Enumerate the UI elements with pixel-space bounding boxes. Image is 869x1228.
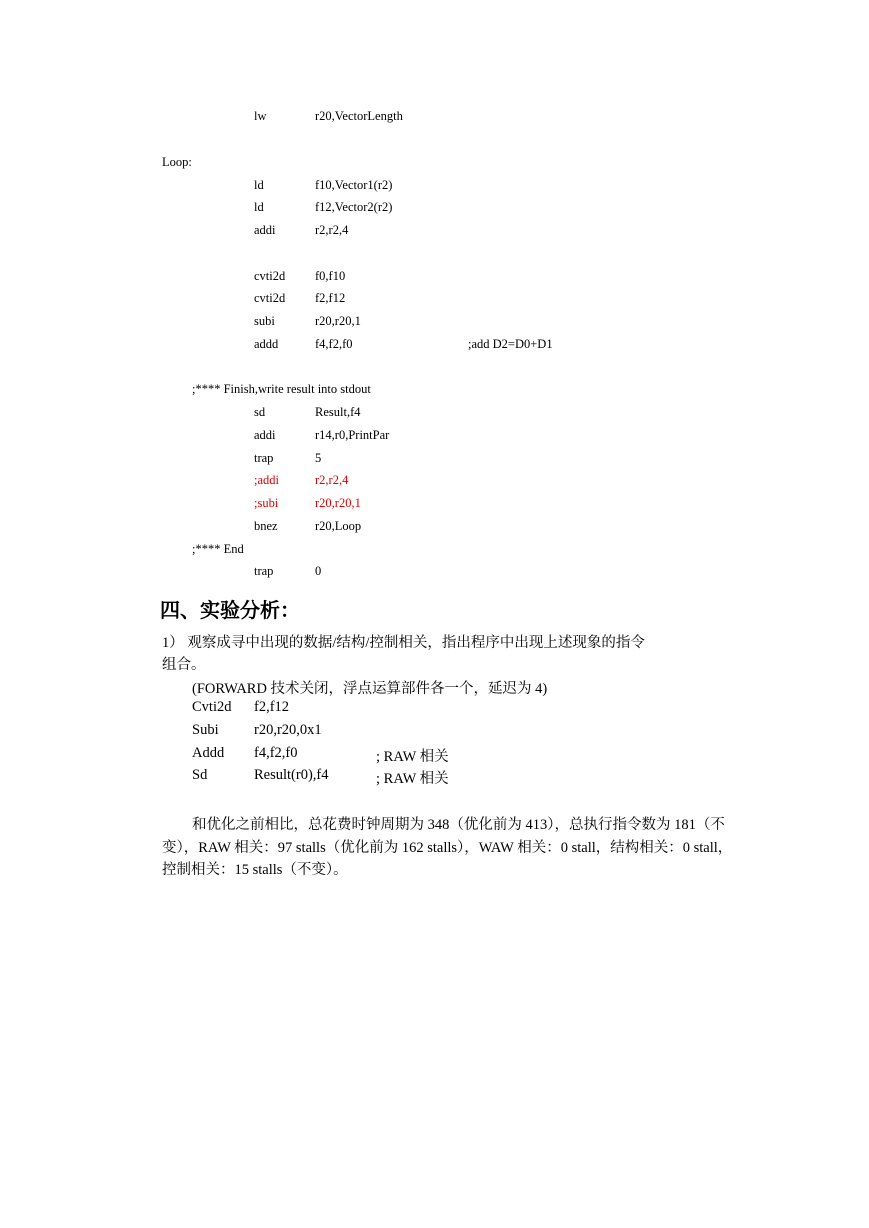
summary-line: 和优化之前相比，总花费时钟周期为 348（优化前为 413），总执行指令数为 181（不 — [192, 817, 725, 833]
instr-args: Result(r0),f4 — [254, 767, 329, 783]
code-op: addd — [254, 337, 279, 351]
code-op: addi — [254, 428, 276, 442]
forward-note: (FORWARD 技术关闭，浮点运算部件各一个，延迟为 4) — [192, 681, 548, 697]
code-args: f10,Vector1(r2) — [315, 178, 393, 192]
code-comment: ;add D2=D0+D1 — [468, 337, 553, 351]
code-op: cvti2d — [254, 269, 286, 283]
instr-args: f4,f2,f0 — [254, 745, 298, 761]
instr-args: f2,f12 — [254, 699, 290, 715]
code-args-trap-final: 0 — [315, 564, 322, 578]
code-op: subi — [254, 314, 275, 328]
instr-op: Subi — [192, 722, 219, 738]
summary-line: 变），RAW 相关：97 stalls（优化前为 162 stalls），WAW 相关：0 stall，结构相关：0 stall， — [162, 840, 733, 856]
code-args: f2,f12 — [315, 291, 346, 305]
code-args: 5 — [315, 451, 322, 465]
code-op: trap — [254, 451, 274, 465]
code-args: f12,Vector2(r2) — [315, 200, 393, 214]
code-op: bnez — [254, 519, 278, 533]
code-args: f4,f2,f0 — [315, 337, 353, 351]
question-1-line-2: 组合。 — [162, 657, 206, 673]
code-args-commented: r2,r2,4 — [315, 473, 349, 487]
code-op: ld — [254, 200, 264, 214]
code-op: sd — [254, 405, 266, 419]
summary-line: 控制相关：15 stalls（不变）。 — [162, 862, 348, 878]
code-args: r14,r0,PrintPar — [315, 428, 390, 442]
section-heading: 四、实验分析： — [160, 598, 300, 622]
code-args: r2,r2,4 — [315, 223, 349, 237]
code-op: addi — [254, 223, 276, 237]
code-args: Result,f4 — [315, 405, 361, 419]
code-args-lw: r20,VectorLength — [315, 109, 403, 123]
code-op-commented: ;subi — [254, 496, 279, 510]
finish-comment: ;**** Finish,write result into stdout — [192, 382, 371, 396]
code-op-trap-final: trap — [254, 564, 274, 578]
code-args: f0,f10 — [315, 269, 346, 283]
instr-op: Addd — [192, 745, 225, 761]
instr-note: ; RAW 相关 — [376, 749, 449, 765]
code-args: r20,r20,1 — [315, 314, 361, 328]
instr-op: Sd — [192, 767, 208, 783]
loop-label: Loop: — [162, 155, 192, 169]
question-1-line-1: 1） 观察成寻中出现的数据/结构/控制相关，指出程序中出现上述现象的指令 — [162, 635, 645, 651]
end-comment: ;**** End — [192, 542, 244, 556]
code-op: ld — [254, 178, 264, 192]
code-args-commented: r20,r20,1 — [315, 496, 361, 510]
code-op-commented: ;addi — [254, 473, 279, 487]
instr-note: ; RAW 相关 — [376, 771, 449, 787]
code-op-lw: lw — [254, 109, 267, 123]
instr-op: Cvti2d — [192, 699, 232, 715]
code-op: cvti2d — [254, 291, 286, 305]
instr-args: r20,r20,0x1 — [254, 722, 322, 738]
code-args: r20,Loop — [315, 519, 362, 533]
